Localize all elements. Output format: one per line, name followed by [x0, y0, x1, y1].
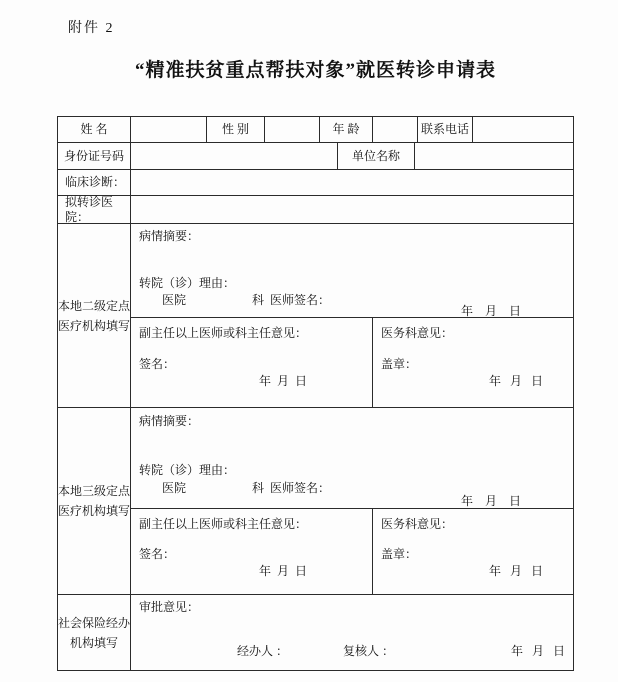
- sec3-hospital-label: 医院: [162, 481, 187, 495]
- social-handler-label: 经办人 ：: [237, 644, 289, 658]
- phone-value-cell: [473, 117, 573, 143]
- clinical-diagnosis-label: 临床诊断：: [58, 170, 131, 196]
- sec2-medical-opinion-cell: [373, 318, 573, 408]
- sec2-sign-date-label: 年 月 日: [259, 374, 308, 388]
- clinical-diagnosis-value-cell: [131, 170, 573, 196]
- social-side-label-line1: 社会保险经办: [58, 615, 131, 630]
- sec3-reason-label: 转院（诊）理由：: [139, 463, 236, 477]
- sec3-date-label: 年 月 日: [460, 494, 521, 508]
- sec2-reason-label: 转院（诊）理由：: [139, 276, 236, 290]
- sec2-summary-cell: [131, 224, 573, 318]
- sec3-side-label-line1: 本地三级定点: [58, 484, 131, 498]
- name-label: 姓名: [58, 117, 131, 143]
- attachment-label: 附件 2: [68, 21, 115, 36]
- sec3-dept-label: 科: [252, 481, 265, 495]
- sec2-medical-opinion-label: 医务科意见：: [381, 326, 454, 340]
- social-date-label: 年 月 日: [510, 644, 565, 658]
- sec3-stamp-label: 盖章：: [381, 547, 418, 561]
- sec2-sign-label: 签名：: [139, 357, 176, 371]
- sec2-dept-label: 科: [252, 293, 265, 307]
- social-reviewer-label: 复核人 ：: [343, 644, 395, 658]
- id-number-label: 身份证号码: [58, 143, 131, 170]
- gender-label: 性别: [207, 117, 265, 143]
- page-title: “精准扶贫重点帮扶对象”就医转诊申请表: [134, 60, 496, 81]
- sec2-doctor-sign-label: 医师签名：: [270, 293, 331, 307]
- social-approval-cell: [131, 595, 573, 670]
- social-side-label: [58, 595, 131, 670]
- sec3-doctor-sign-label: 医师签名：: [270, 481, 331, 495]
- sec3-sign-label: 签名：: [139, 547, 176, 561]
- referral-form-table: [57, 116, 574, 671]
- sec3-doctor-opinion-cell: [131, 509, 373, 595]
- sec2-side-label-line2: 医疗机构填写: [58, 318, 131, 333]
- sec2-date-label: 年 月 日: [460, 304, 521, 318]
- sec3-doctor-opinion-label: 副主任以上医师或科主任意见：: [139, 517, 308, 531]
- sec2-doctor-opinion-cell: [131, 318, 373, 408]
- referral-hospital-value-cell: [131, 196, 573, 224]
- age-value-cell: [373, 117, 418, 143]
- social-side-label-line2: 机构填写: [69, 635, 118, 650]
- age-label: 年龄: [320, 117, 373, 143]
- sec3-stamp-date-label: 年 月 日: [488, 564, 543, 578]
- social-approval-label: 审批意见：: [139, 600, 200, 614]
- sec3-side-label-line2: 医疗机构填写: [58, 504, 131, 518]
- sec2-stamp-label: 盖章：: [381, 357, 418, 371]
- sec2-doctor-opinion-label: 副主任以上医师或科主任意见：: [139, 326, 308, 340]
- sec2-side-label-line1: 本地二级定点: [58, 298, 131, 313]
- sec3-side-label: [58, 408, 131, 595]
- sec3-summary-label: 病情摘要：: [139, 414, 200, 428]
- sec3-sign-date-label: 年 月 日: [259, 564, 308, 578]
- sec3-medical-opinion-cell: [373, 509, 573, 595]
- referral-hospital-label: 拟转诊医院：: [58, 196, 131, 224]
- sec2-side-label: [58, 224, 131, 408]
- sec2-hospital-label: 医院: [162, 293, 187, 307]
- unit-name-value-cell: [415, 143, 573, 170]
- gender-value-cell: [265, 117, 320, 143]
- phone-label: 联系电话: [418, 117, 473, 143]
- name-value-cell: [131, 117, 207, 143]
- unit-name-label: 单位名称: [338, 143, 415, 170]
- sec2-stamp-date-label: 年 月 日: [488, 374, 543, 388]
- sec2-summary-label: 病情摘要：: [139, 229, 200, 243]
- sec3-summary-cell: [131, 408, 573, 509]
- sec3-medical-opinion-label: 医务科意见：: [381, 517, 454, 531]
- id-number-value-cell: [131, 143, 338, 170]
